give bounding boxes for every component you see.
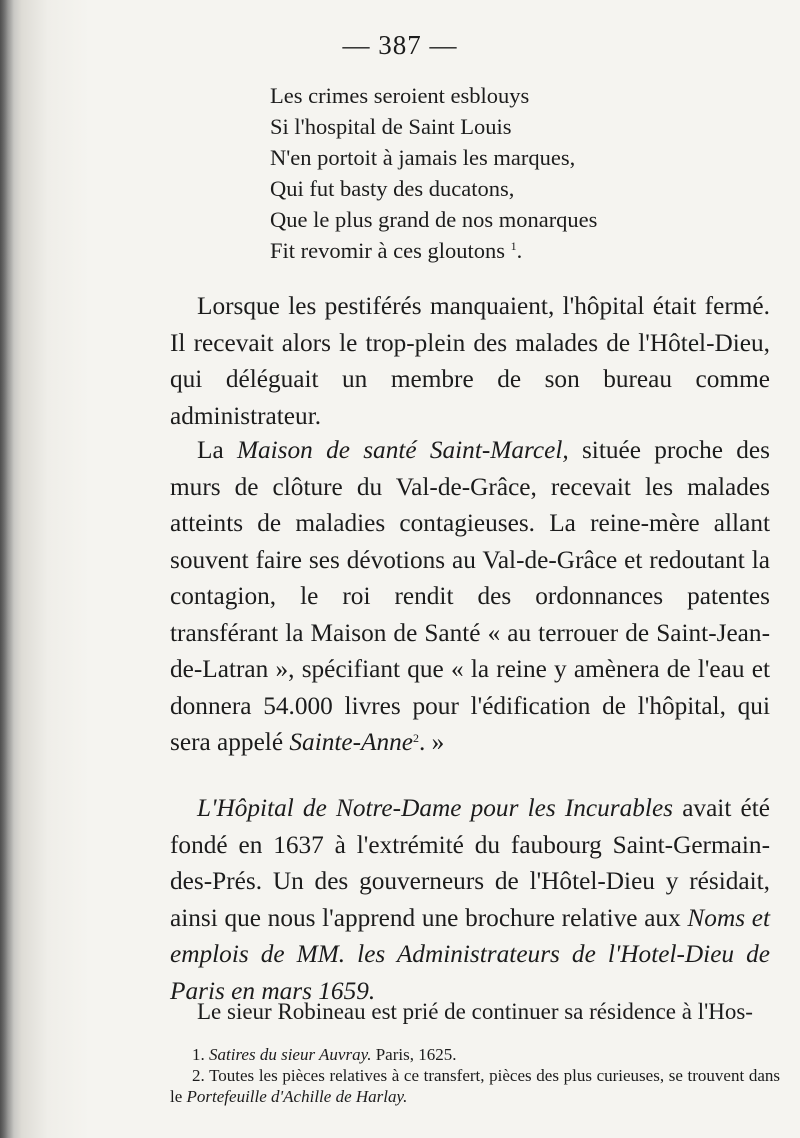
footnote-number: 2. [192,1066,205,1085]
paragraph-text: Le sieur Robineau est prié de continuer sa résidence à l'Hos- [197,999,753,1024]
paragraph-incurables [170,790,770,1009]
paragraph-body: située proche des murs de clôture du Val-de-Grâce, recevait les malades atteints de maladies contagieuses. La reine-mère allant souvent faire ses dévotions au Val-de-Grâce et redoutant la contagion, le roi rendit des ordonnances patentes transférant la Maison de Santé « au terrouer de Saint-Jean-de-Latran », spécifiant que « la reine y amènera de l'eau et donnera 54.000 livres pour l'édification de l'hôpital, qui sera appelé [170,436,770,756]
footnote-1 [170,1044,780,1065]
verse-line: Les crimes seroient esblouys [270,83,530,108]
verse-line: Si l'hospital de Saint Louis [270,114,512,139]
footnote-ref: 1 [510,239,517,253]
paragraph-body: avait été fondé en 1637 à l'extrémité du faubourg Saint-Germain-des-Prés. Un des gouverneurs de l'Hôtel-Dieu y résidait, ainsi que nous l'apprend une brochure relative aux [170,794,770,932]
paragraph-pestiferes [170,288,770,434]
verse-block [270,80,770,266]
page-number: — 387 — [342,30,458,60]
verse-line: N'en portoit à jamais les marques, [270,145,576,170]
verse-line: Qui fut basty des ducatons, [270,176,515,201]
institution-title: L'Hôpital de Notre-Dame pour les Incurables [197,794,674,822]
paragraph-robineau [170,994,770,1031]
verse-line: Que le plus grand de nos monarques [270,207,598,232]
paragraph-text [170,432,770,761]
paragraph-text: Lorsque les pestiférés manquaient, l'hôpital était fermé. Il recevait alors le trop-plein des malades de l'Hôtel-Dieu, qui déléguait un membre de son bureau comme administrateur. [170,292,770,430]
paragraph-lead: La [197,436,224,464]
brochure-title: Noms et emplois de MM. les Administrateurs de l'Hotel-Dieu de Paris en mars 1659. [170,903,770,1005]
footnote-title: Satires du sieur Auvray. [209,1045,372,1064]
paragraph-text [170,790,770,1009]
gutter-shadow [0,0,14,1138]
footnote-text: Paris, 1625. [375,1045,457,1064]
footnote-title: Portefeuille d'Achille de Harlay. [186,1087,408,1106]
hospital-name: Sainte-Anne [289,728,414,756]
footnotes [170,1044,780,1107]
footnote-ref: 2 [413,731,420,745]
paragraph-saint-marcel [170,432,770,761]
footnote-2 [170,1065,780,1107]
institution-title: Maison de santé Saint-Marcel, [236,436,569,464]
footnote-text: Toutes les pièces relatives à ce transfert, pièces des plus curieuses, se trouvent dans le [170,1066,780,1106]
footnote-number: 1. [192,1045,205,1064]
verse-line: Fit revomir à ces gloutons $^1$. [270,238,523,263]
quote-close: . » [419,728,445,756]
verse-line-text: Fit revomir à ces gloutons [270,238,505,263]
